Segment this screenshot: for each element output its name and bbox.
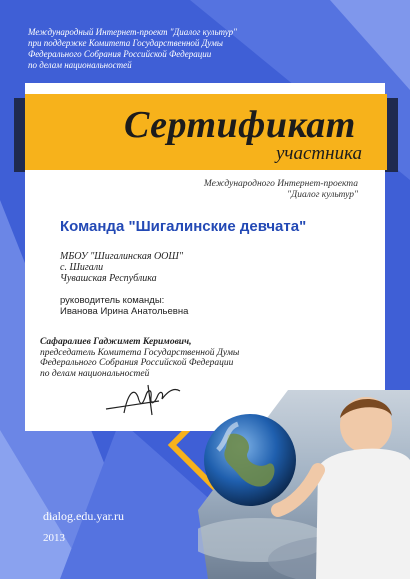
signer-block: [40, 337, 280, 379]
certificate-title: Сертификат: [124, 104, 356, 146]
signature-icon: [104, 383, 194, 419]
project-line: "Диалог культур": [287, 190, 358, 200]
website-link[interactable]: dialog.edu.yar.ru: [43, 509, 124, 523]
header-line: по делам национальностей: [28, 60, 132, 70]
project-line: Международного Интернет-проекта: [203, 179, 358, 189]
school-info: [60, 251, 183, 284]
header-organizer-text: [28, 27, 328, 71]
certificate-year: 2013: [43, 532, 65, 544]
header-line: Федерального Собрания Российской Федерации: [28, 49, 212, 59]
team-name: Команда "Шигалинские девчата": [60, 218, 307, 235]
header-line: при поддержке Комитета Государственной Думы: [28, 38, 224, 48]
signer-name: Сафаралиев Гаджимет Керимович,: [40, 337, 192, 347]
school-line: с. Шигали: [60, 262, 104, 273]
school-line: Чувашская Республика: [60, 273, 157, 284]
signer-title-line: председатель Комитета Государственной Думы: [40, 347, 240, 358]
leader-label: руководитель команды:: [60, 295, 165, 306]
header-line: Международный Интернет-проект "Диалог культур": [28, 27, 237, 37]
globe-icon: [204, 414, 296, 506]
certificate-subtitle: участника: [276, 143, 362, 164]
signer-title-line: по делам национальностей: [40, 368, 150, 379]
school-line: МБОУ "Шигалинская ООШ": [60, 251, 184, 262]
signer-title-line: Федерального Собрания Российской Федерации: [40, 358, 234, 368]
project-name: [204, 179, 358, 201]
leader-name: Иванова Ирина Анатольевна: [60, 306, 189, 317]
boy-with-globe-photo: [198, 390, 410, 579]
